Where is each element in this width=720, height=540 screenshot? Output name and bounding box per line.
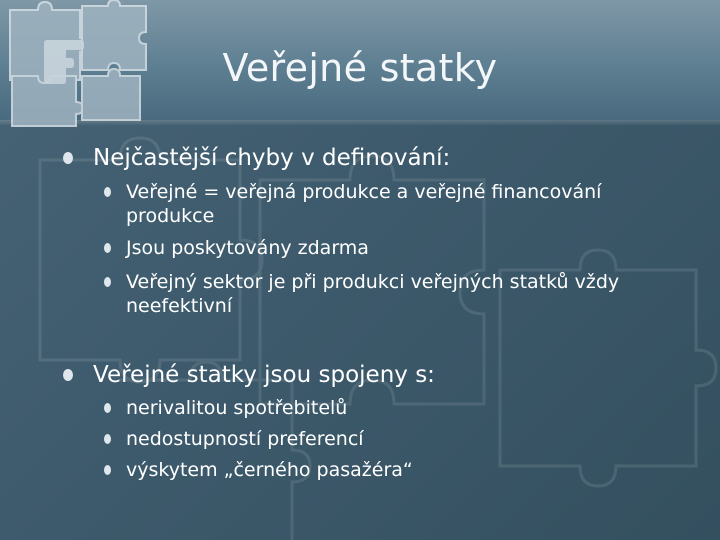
list-item (126, 180, 686, 228)
sub-bullet-text: výskytem „černého pasažéra“ (126, 459, 413, 481)
sub-bullet-text: Veřejné = veřejná produkce a veřejné financování produkce (126, 181, 602, 227)
sub-bullet-text: nedostupností preferencí (126, 428, 364, 450)
round-bullet-icon (104, 243, 111, 253)
list-item (126, 427, 686, 451)
list-item (126, 236, 686, 260)
page-title: Veřejné statky (222, 46, 498, 90)
sub-bullet-text: Veřejný sektor je při produkci veřejných statků vždy neefektivní (126, 271, 620, 317)
round-bullet-icon (104, 187, 111, 197)
round-bullet-icon (104, 434, 111, 444)
round-bullet-icon (104, 465, 111, 475)
round-bullet-icon (63, 152, 73, 164)
round-bullet-icon (104, 403, 111, 413)
list-item (126, 270, 646, 318)
list-item (126, 396, 686, 420)
bullet-text: Veřejné statky jsou spojeny s: (93, 362, 435, 388)
sub-bullet-text: nerivalitou spotřebitelů (126, 397, 348, 419)
sub-bullet-text: Jsou poskytovány zdarma (126, 237, 369, 259)
list-item (93, 143, 450, 173)
list-item (93, 360, 435, 390)
bullet-text: Nejčastější chyby v definování: (93, 145, 451, 171)
round-bullet-icon (104, 277, 111, 287)
list-item (126, 458, 686, 482)
round-bullet-icon (63, 369, 73, 381)
